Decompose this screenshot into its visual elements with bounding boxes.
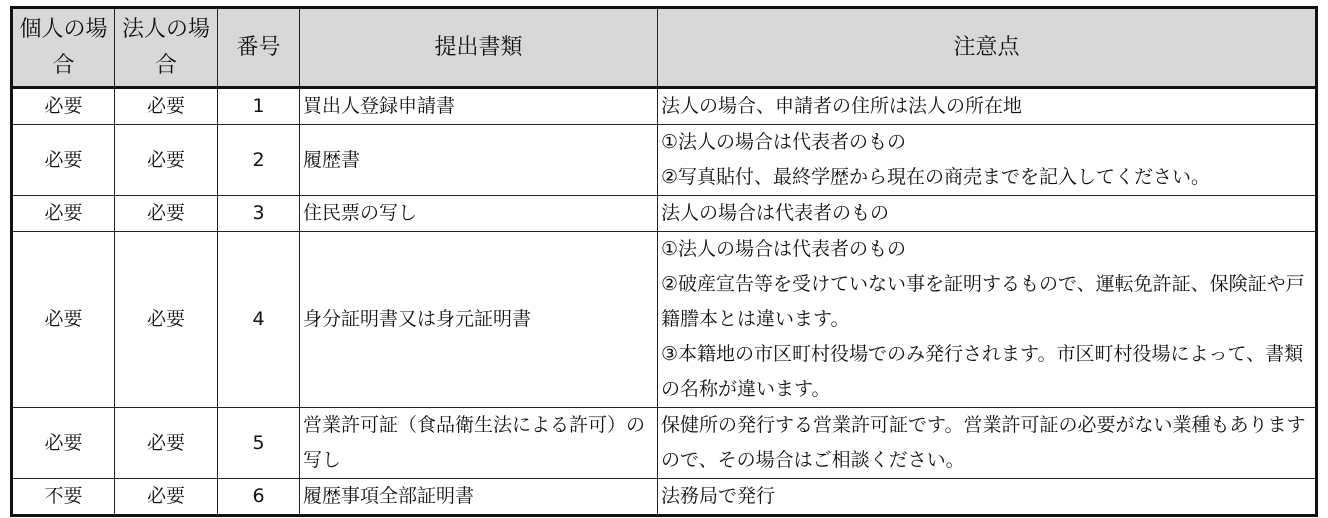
table-row	[12, 196, 1317, 232]
number-cell: 4	[218, 232, 300, 408]
table-header-row	[12, 8, 1317, 88]
note-line: 保健所の発行する営業許可証です。営業許可証の必要がない業種もありますので、その場合はご相談ください。	[661, 414, 1306, 471]
notes-cell	[658, 479, 1317, 516]
document-cell: 履歴書	[300, 125, 658, 196]
individual-cell: 必要	[12, 196, 115, 232]
number-cell: 3	[218, 196, 300, 232]
notes-cell	[658, 88, 1317, 125]
note-line: 法人の場合は代表者のもの	[661, 202, 890, 224]
notes-cell	[658, 125, 1317, 196]
header-number: 番号	[218, 8, 300, 88]
number-cell: 1	[218, 88, 300, 125]
individual-cell: 不要	[12, 479, 115, 516]
header-notes: 注意点	[658, 8, 1317, 88]
individual-cell: 必要	[12, 125, 115, 196]
individual-cell: 必要	[12, 408, 115, 479]
table-row	[12, 408, 1317, 479]
individual-cell: 必要	[12, 88, 115, 125]
note-line: ①法人の場合は代表者のもの	[661, 238, 907, 260]
header-individual: 個人の場合	[12, 8, 115, 88]
document-cell: 営業許可証（食品衛生法による許可）の写し	[300, 408, 658, 479]
corporate-cell: 必要	[115, 88, 218, 125]
notes-cell	[658, 196, 1317, 232]
document-cell: 住民票の写し	[300, 196, 658, 232]
table-row	[12, 232, 1317, 408]
document-cell: 買出人登録申請書	[300, 88, 658, 125]
table-row	[12, 125, 1317, 196]
required-documents-table	[10, 6, 1318, 517]
note-line: 法務局で発行	[661, 485, 776, 507]
document-cell: 履歴事項全部証明書	[300, 479, 658, 516]
corporate-cell: 必要	[115, 408, 218, 479]
note-line: ①法人の場合は代表者のもの	[661, 131, 907, 153]
document-cell: 身分証明書又は身元証明書	[300, 232, 658, 408]
corporate-cell: 必要	[115, 196, 218, 232]
number-cell: 2	[218, 125, 300, 196]
table-row	[12, 88, 1317, 125]
table-row	[12, 479, 1317, 516]
corporate-cell: 必要	[115, 479, 218, 516]
note-line: ②写真貼付、最終学歴から現在の商売までを記入してください。	[661, 166, 1211, 188]
notes-cell	[658, 408, 1317, 479]
header-corporate: 法人の場合	[115, 8, 218, 88]
number-cell: 5	[218, 408, 300, 479]
corporate-cell: 必要	[115, 125, 218, 196]
corporate-cell: 必要	[115, 232, 218, 408]
note-line: ③本籍地の市区町村役場でのみ発行されます。市区町村役場によって、書類の名称が違います。	[661, 343, 1304, 400]
note-line: ②破産宣告等を受けていない事を証明するもので、運転免許証、保険証や戸籍謄本とは違います。	[661, 273, 1305, 330]
individual-cell: 必要	[12, 232, 115, 408]
number-cell: 6	[218, 479, 300, 516]
note-line: 法人の場合、申請者の住所は法人の所在地	[661, 95, 1023, 117]
header-documents: 提出書類	[300, 8, 658, 88]
notes-cell	[658, 232, 1317, 408]
